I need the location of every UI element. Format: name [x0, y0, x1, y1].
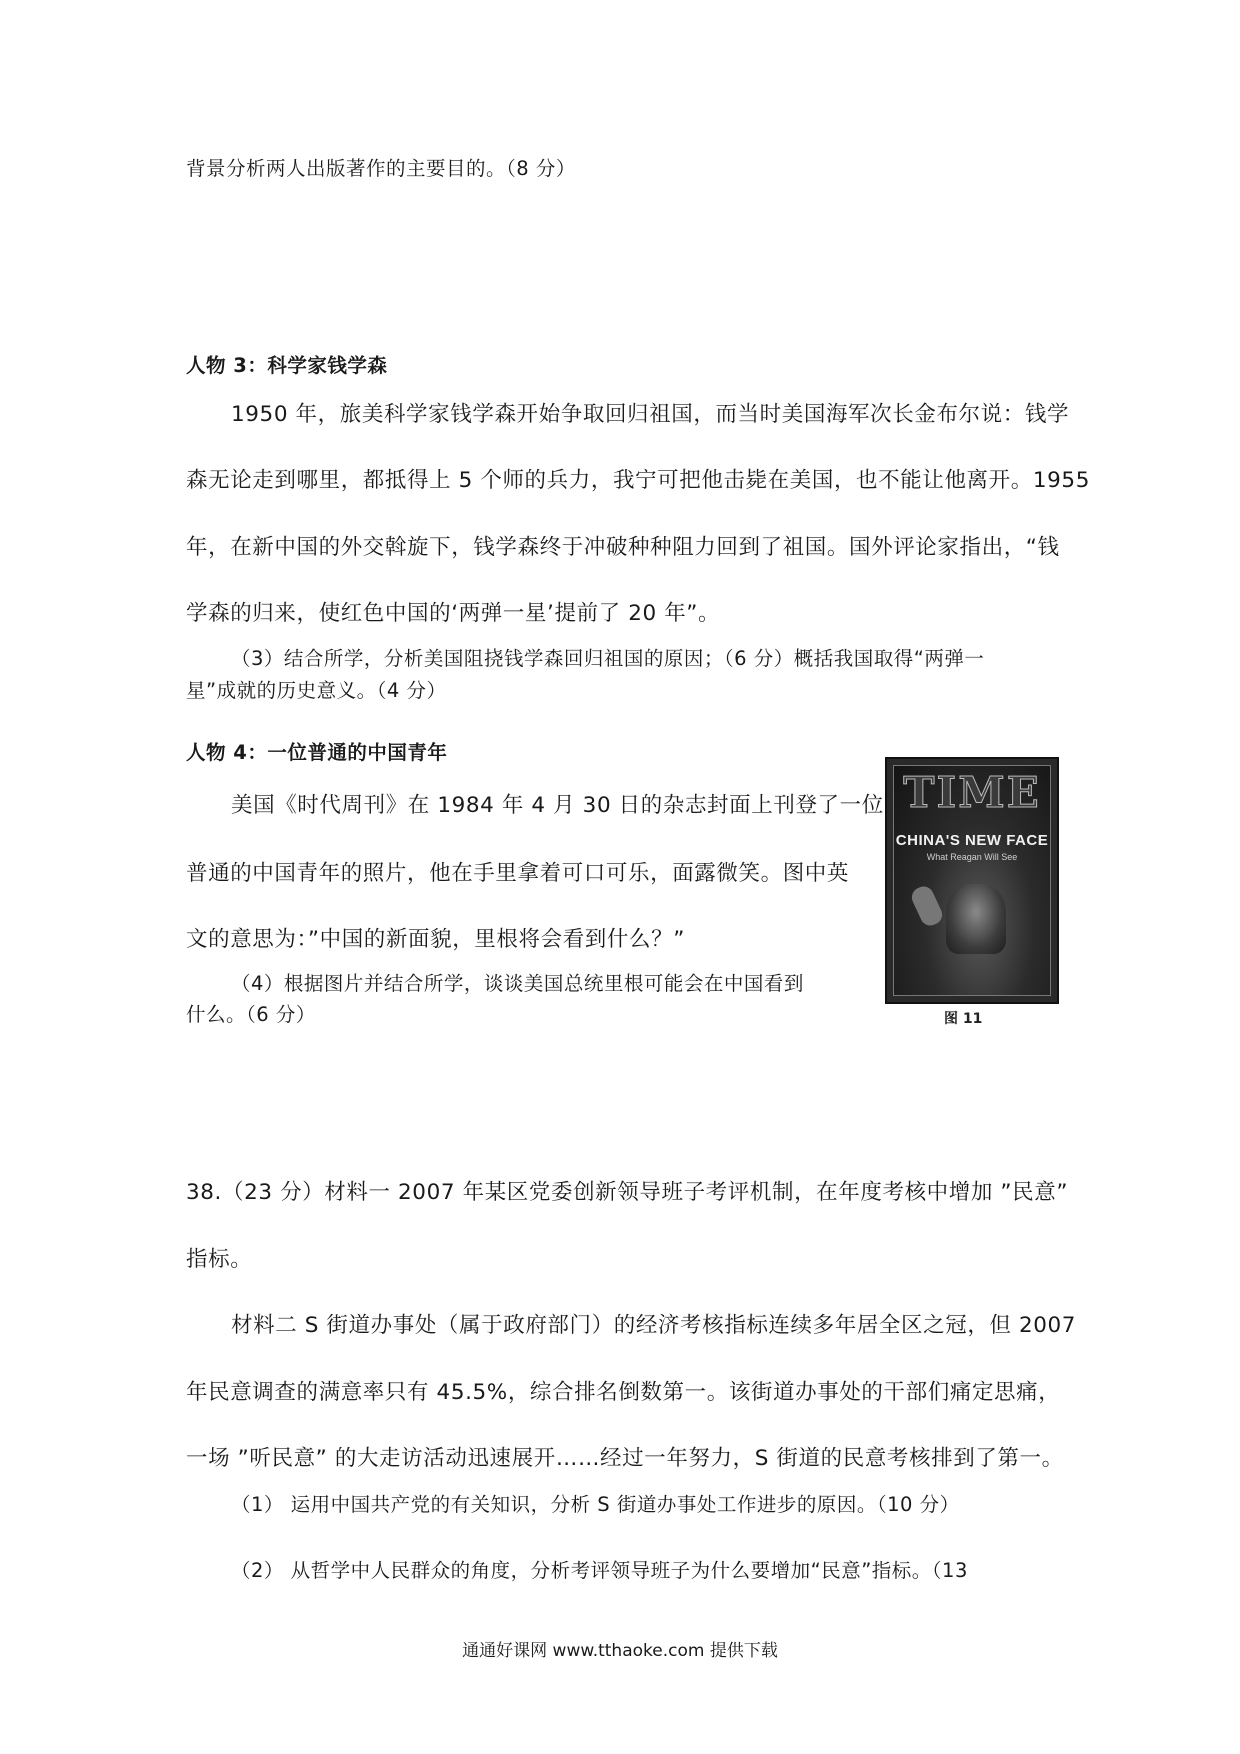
q38-subquestion-2: （2） 从哲学中人民群众的角度，分析考评领导班子为什么要增加“民意”指标。（13: [231, 1559, 968, 1582]
cover-masthead: TIME: [903, 768, 1041, 817]
figure-caption: 图 11: [944, 1011, 983, 1027]
person4-paragraph-line: 普通的中国青年的照片，他在手里拿着可口可乐，面露微笑。图中英: [186, 861, 850, 886]
cover-subheadline: What Reagan Will See: [926, 852, 1018, 862]
person4-paragraph-line: 文的意思为：”中国的新面貌，里根将会看到什么？”: [186, 927, 685, 952]
person3-question-line: 星”成就的历史意义。（4 分）: [186, 679, 447, 702]
top-text: 背景分析两人出版著作的主要目的。（8 分）: [186, 157, 576, 180]
person3-question-line: （3）结合所学，分析美国阻挠钱学森回归祖国的原因；（6 分）概括我国取得“两弹一: [231, 647, 985, 670]
q38-line: 年民意调查的满意率只有 45.5%，综合排名倒数第一。该街道办事处的干部们痛定思痛，: [186, 1380, 1061, 1405]
person3-paragraph-line: 年，在新中国的外交斡旋下，钱学森终于冲破种种阻力回到了祖国。国外评论家指出，“钱: [186, 535, 1060, 560]
time-magazine-cover-image: [885, 757, 1059, 1004]
person3-heading: 人物 3：科学家钱学森: [186, 354, 388, 377]
q38-line: 38.（23 分）材料一 2007 年某区党委创新领导班子考评机制，在年度考核中增加 ”民意”: [186, 1180, 1069, 1205]
q38-line: 指标。: [186, 1247, 253, 1272]
person4-paragraph-line: 美国《时代周刊》在 1984 年 4 月 30 日的杂志封面上刊登了一位: [231, 793, 884, 818]
cover-young-man-shape: [946, 884, 1006, 954]
person4-question-line: 什么。（6 分）: [186, 1003, 316, 1026]
cover-headline: CHINA'S NEW FACE: [895, 832, 1049, 849]
footer-text: 通通好课网 www.tthaoke.com 提供下载: [462, 1641, 778, 1661]
cover-raised-hand-shape: [909, 883, 946, 929]
q38-subquestion-1: （1） 运用中国共产党的有关知识，分析 S 街道办事处工作进步的原因。（10 分）: [231, 1493, 960, 1516]
person3-paragraph-line: 学森的归来，使红色中国的‘两弹一星’提前了 20 年”。: [186, 601, 721, 626]
person3-paragraph-line: 1950 年，旅美科学家钱学森开始争取回归祖国，而当时美国海军次长金布尔说：钱学: [231, 402, 1070, 427]
cover-photo: [893, 765, 1051, 996]
person4-question-line: （4）根据图片并结合所学，谈谈美国总统里根可能会在中国看到: [231, 972, 804, 995]
q38-line: 材料二 S 街道办事处（属于政府部门）的经济考核指标连续多年居全区之冠，但 2007: [231, 1313, 1077, 1338]
person4-heading: 人物 4：一位普通的中国青年: [186, 741, 448, 764]
person3-paragraph-line: 森无论走到哪里，都抵得上 5 个师的兵力，我宁可把他击毙在美国，也不能让他离开。1955: [186, 468, 1090, 493]
q38-line: 一场 ”听民意” 的大走访活动迅速展开……经过一年努力，S 街道的民意考核排到了第一。: [186, 1446, 1064, 1471]
